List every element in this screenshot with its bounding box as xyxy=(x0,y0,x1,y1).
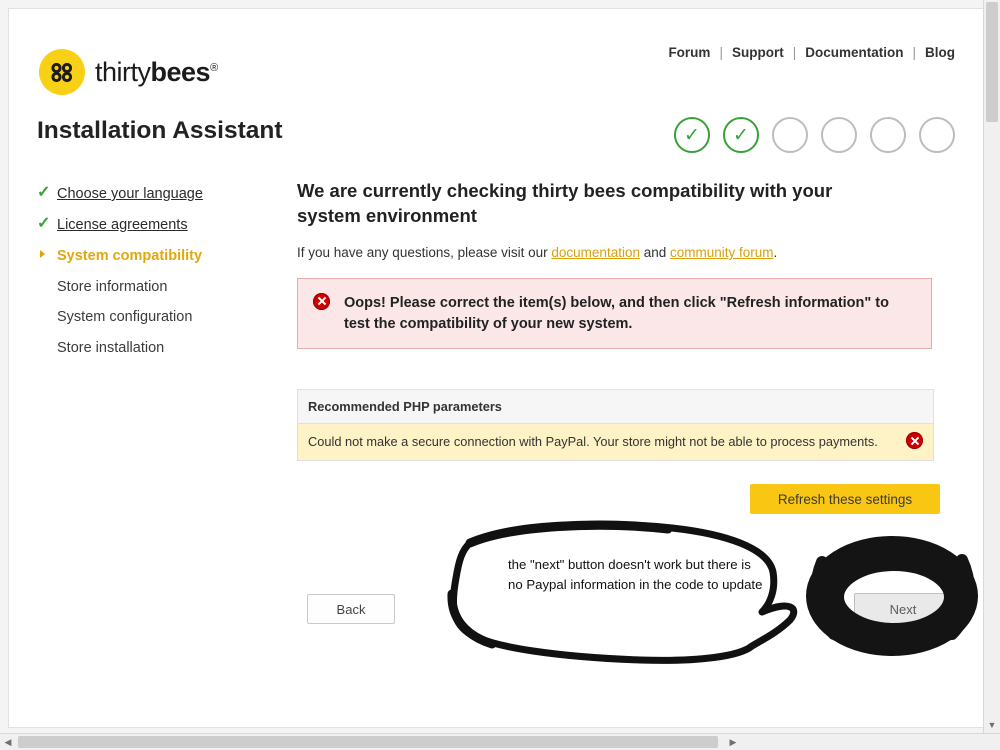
horizontal-scrollbar-thumb[interactable] xyxy=(18,736,718,748)
logo-word-thirty: thirty xyxy=(95,56,151,87)
intro-suffix: . xyxy=(773,244,778,260)
logo-wordmark xyxy=(95,57,218,88)
table-row-text: Could not make a secure connection with PayPal. Your store might not be able to process payments. xyxy=(308,434,878,450)
logo-trademark: ® xyxy=(210,61,218,74)
check-icon: ✓ xyxy=(684,124,700,146)
installer-content xyxy=(8,8,984,728)
step-2[interactable] xyxy=(723,117,759,153)
main-heading: We are currently checking thirty bees compatibility with your system environment xyxy=(297,180,833,226)
error-icon xyxy=(313,293,330,315)
scroll-left-icon[interactable]: ◀ xyxy=(4,737,12,747)
nav-separator-1: | xyxy=(719,45,723,60)
sidebar-item-label: License agreements xyxy=(57,216,188,233)
bee-logo-icon xyxy=(39,49,85,95)
horizontal-scrollbar[interactable] xyxy=(0,733,1000,750)
sidebar-item-label: System compatibility xyxy=(57,247,203,264)
sidebar-item-label: System configuration xyxy=(57,309,193,326)
vertical-scrollbar[interactable] xyxy=(983,0,1000,734)
sidebar-item-license-agreements[interactable] xyxy=(37,210,267,241)
sidebar-item-label: Store information xyxy=(57,278,168,295)
step-5[interactable] xyxy=(870,117,906,153)
documentation-link[interactable]: documentation xyxy=(551,244,640,260)
sidebar-item-label: Store installation xyxy=(57,340,165,357)
sidebar-item-label: Choose your language xyxy=(57,186,203,202)
nav-separator-3: | xyxy=(912,45,916,60)
error-icon xyxy=(906,432,923,454)
php-parameters-table xyxy=(297,389,934,461)
next-button[interactable]: Next xyxy=(854,593,952,625)
step-indicator xyxy=(674,117,955,153)
step-6[interactable] xyxy=(919,117,955,153)
nav-link-blog[interactable]: Blog xyxy=(925,45,955,60)
nav-link-documentation[interactable]: Documentation xyxy=(805,45,904,60)
intro-middle: and xyxy=(639,244,670,260)
nav-link-support[interactable]: Support xyxy=(731,45,784,60)
sidebar-item-system-configuration[interactable] xyxy=(37,302,267,333)
table-header: Recommended PHP parameters xyxy=(298,390,933,424)
scroll-right-icon[interactable]: ▶ xyxy=(729,737,737,747)
check-icon: ✓ xyxy=(37,184,51,201)
sidebar xyxy=(37,179,267,364)
step-4[interactable] xyxy=(821,117,857,153)
scroll-down-icon[interactable]: ▼ xyxy=(987,720,997,730)
sidebar-item-system-compatibility[interactable] xyxy=(37,241,267,272)
nav-separator-2: | xyxy=(792,45,797,60)
table-row xyxy=(298,424,933,460)
vertical-scrollbar-thumb[interactable] xyxy=(986,2,998,122)
community-forum-link[interactable]: community forum xyxy=(670,244,774,260)
error-alert-message: Oops! Please correct the item(s) below, and then click "Refresh information" to test the compatibility of your new system. xyxy=(344,294,889,332)
top-nav xyxy=(668,45,955,60)
intro-text xyxy=(297,245,942,260)
back-button[interactable]: Back xyxy=(307,594,395,624)
sidebar-item-store-installation[interactable] xyxy=(37,333,267,364)
step-1[interactable] xyxy=(674,117,710,153)
annotation-text: the "next" button doesn't work but there is no Paypal information in the code to update xyxy=(508,557,763,593)
intro-prefix: If you have any questions, please visit our xyxy=(297,244,552,260)
nav-link-forum[interactable]: Forum xyxy=(668,45,711,60)
refresh-settings-button[interactable]: Refresh these settings xyxy=(750,484,940,514)
step-3[interactable] xyxy=(772,117,808,153)
sidebar-item-store-information[interactable] xyxy=(37,272,267,303)
error-alert xyxy=(297,278,932,349)
check-icon: ✓ xyxy=(733,124,749,146)
logo-word-bees: bees xyxy=(150,56,211,87)
check-icon: ✓ xyxy=(37,214,51,232)
caret-right-icon xyxy=(40,250,45,258)
logo xyxy=(39,49,218,95)
page-title: Installation Assistant xyxy=(37,117,283,144)
sidebar-item-choose-your-language[interactable] xyxy=(37,179,267,210)
